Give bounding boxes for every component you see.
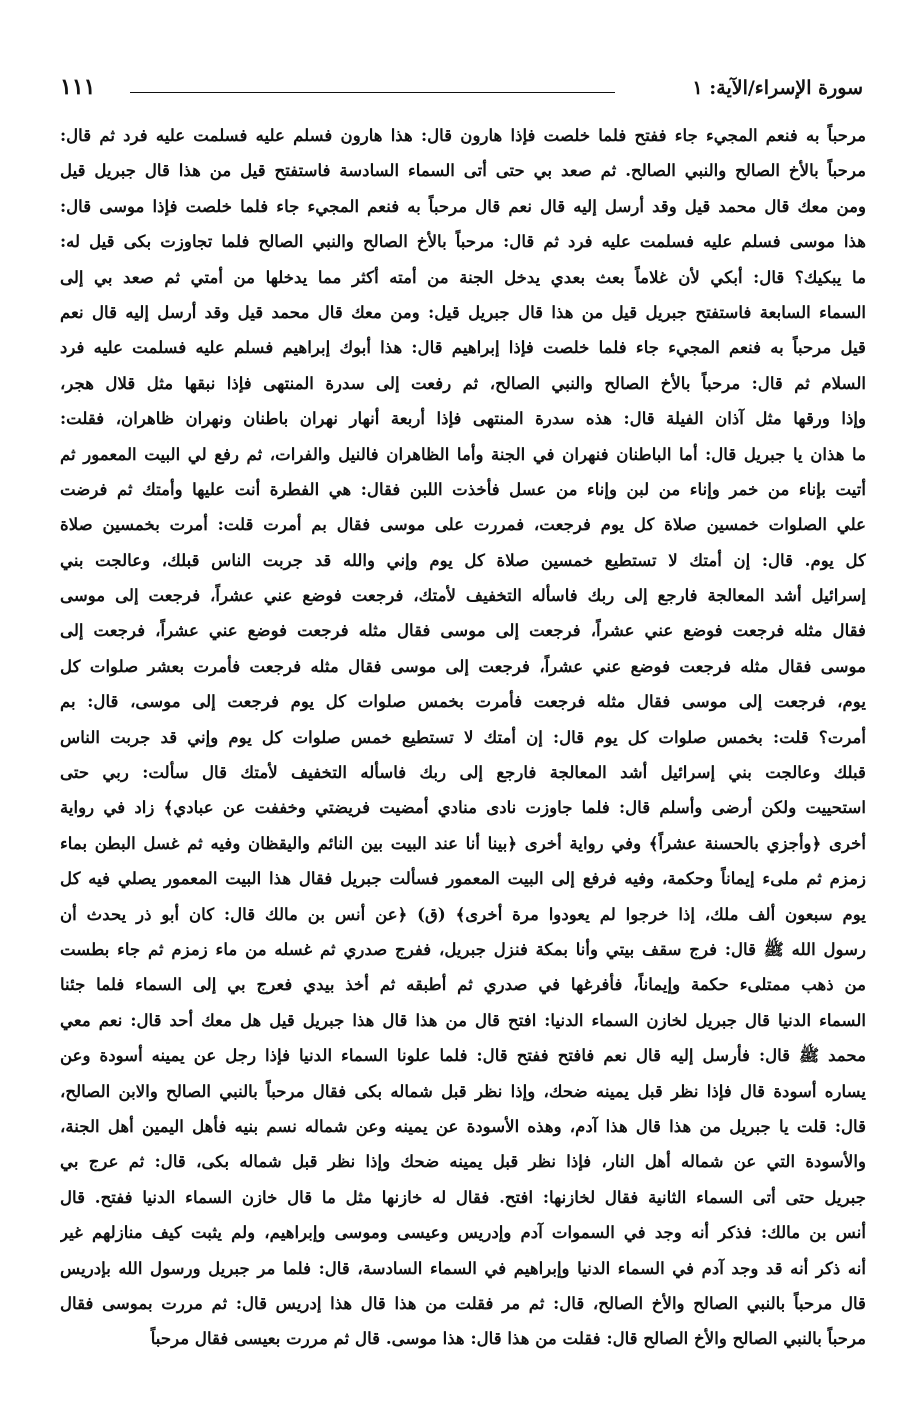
text-line: قيل مرحباً به فنعم المجيء جاء فلما خلصت فإذا إبراهيم قال: هذا أبوك إبراهيم فسلم عليه فسلمت عليه فرد (60, 337, 866, 358)
text-line: استحييت ولكن أرضى وأسلم قال: فلما جاوزت نادى منادي أمضيت فريضتي وخففت عن عبادي﴾ زاد في رواية (60, 797, 866, 818)
text-line: فقال مثله فرجعت فوضع عني عشراً، فرجعت إلى موسى فقال مثله فرجعت فوضع عني عشراً، فرجعت إلى (60, 620, 866, 641)
text-line: يوم، فرجعت إلى موسى فقال مثله فرجعت فأمرت بخمس صلوات كل يوم فرجعت إلى موسى، قال: بم (60, 691, 866, 712)
text-line: موسى فقال مثله فرجعت فوضع عني عشراً، فرجعت إلى موسى فقال مثله فرجعت فأمرت بعشر صلوات كل (60, 655, 866, 676)
text-line: أمرت؟ قلت: بخمس صلوات كل يوم قال: إن أمتك لا تستطيع خمس صلوات كل يوم وإني قد جربت الناس (60, 726, 866, 747)
page-number: ١١١ (60, 74, 96, 100)
text-line: قبلك وعالجت بني إسرائيل أشد المعالجة فارجع إلى ربك فاسأله التخفيف لأمتك قال سألت: ربي حتى (60, 762, 866, 783)
text-line: السماء السابعة فاستفتح جبريل قيل من هذا قال جبريل قيل: ومن معك قال محمد قيل وقد أرسل إليه قال نعم (60, 301, 866, 322)
text-line: من ذهب ممتلىء حكمة وإيماناً، فأفرغها في صدري ثم أطبقه ثم أخذ بيدي فعرج بي إلى السماء فلما جئنا (60, 974, 866, 995)
text-line: مرحباً بالأخ الصالح والنبي الصالح. ثم صعد بي حتى أتى السماء السادسة فاستفتح قيل من هذا قال جبريل قيل (60, 160, 866, 181)
surah-title: سورة الإسراء/الآية: ١ (692, 77, 863, 99)
text-line: أنس بن مالك: فذكر أنه وجد في السموات آدم وإدريس وعيسى وموسى وإبراهيم، ولم يثبت كيف منازلهم غير (60, 1222, 866, 1243)
text-line: والأسودة التي عن شماله أهل النار، فإذا نظر قبل يمينه ضحك وإذا نظر قبل شماله بكى، قال: ثم عرج بي (60, 1151, 866, 1172)
text-line: يساره أسودة قال فإذا نظر قبل يمينه ضحك، وإذا نظر قبل شماله بكى فقال مرحباً بالنبي الصالح والابن الصالح، (60, 1080, 866, 1101)
text-line: أتيت بإناء من خمر وإناء من لبن وإناء من عسل فأخذت اللبن فقال: هي الفطرة أنت عليها وأمتك ثم فرضت (60, 478, 866, 499)
text-line: زمزم ثم ملىء إيماناً وحكمة، وفيه فرفع إلى البيت المعمور فسألت جبريل فقال هذا البيت المعمور يصلي فيه كل (60, 868, 866, 889)
text-line: علي الصلوات خمسين صلاة كل يوم فرجعت، فمررت على موسى فقال بم أمرت قلت: أمرت بخمسين صلاة (60, 514, 866, 535)
text-line: رسول الله ﷺ قال: فرج سقف بيتي وأنا بمكة فنزل جبريل، ففرج صدري ثم غسله من ماء زمزم ثم جاء بطست (60, 938, 866, 959)
body-text (60, 118, 866, 1357)
header-rule (130, 92, 615, 93)
text-line: مرحباً به فنعم المجيء جاء ففتح فلما خلصت فإذا هارون قال: هذا هارون فسلم عليه فسلمت عليه فرد ثم قال: (60, 125, 866, 145)
text-line: يوم سبعون ألف ملك، إذا خرجوا لم يعودوا مرة أخرى﴾ (ق) ﴿عن أنس بن مالك قال: كان أبو ذر يحدث أن (60, 903, 866, 924)
text-line: محمد ﷺ قال: فأرسل إليه قال نعم فافتح ففتح قال: فلما علونا السماء الدنيا فإذا رجل عن يمينه أسودة وعن (60, 1045, 866, 1066)
text-line: إسرائيل أشد المعالجة فارجع إلى ربك فاسأله التخفيف لأمتك، فرجعت فوضع عني عشراً، فرجعت إلى موسى (60, 585, 866, 606)
text-line: أنه ذكر أنه قد وجد آدم في السماء الدنيا وإبراهيم في السماء السادسة، قال: فلما مر جبريل ورسول الله بإدريس (60, 1257, 866, 1278)
text-line: قال مرحباً بالنبي الصالح والأخ الصالح، قال: ثم مر فقلت من هذا قال هذا إدريس قال: ثم مررت بموسى فقال (60, 1292, 866, 1313)
text-line: السلام ثم قال: مرحباً بالأخ الصالح والنبي الصالح، ثم رفعت إلى سدرة المنتهى فإذا نبقها مثل قلال هجر، (60, 372, 866, 393)
page-header (60, 74, 863, 104)
text-line: ومن معك قال محمد قيل وقد أرسل إليه قال نعم قال مرحباً به فنعم المجيء جاء فلما خلصت فإذا موسى قال: (60, 195, 866, 216)
text-line: وإذا ورقها مثل آذان الفيلة قال: هذه سدرة المنتهى فإذا أربعة أنهار نهران باطنان ونهران ظاهران، فقلت: (60, 408, 866, 429)
text-line: هذا موسى فسلم عليه فسلمت عليه فرد ثم قال: مرحباً بالأخ الصالح والنبي الصالح فلما تجاوزت بكى قيل له: (60, 231, 866, 252)
text-line: قال: قلت يا جبريل من هذا قال هذا آدم، وهذه الأسودة عن يمينه وعن شماله نسم بنيه فأهل اليمين أهل الجنة، (60, 1115, 866, 1136)
text-line: كل يوم. قال: إن أمتك لا تستطيع خمسين صلاة كل يوم وإني والله قد جربت الناس قبلك، وعالجت بني (60, 549, 866, 570)
text-line: السماء الدنيا قال جبريل لخازن السماء الدنيا: افتح قال من هذا قال هذا جبريل قيل هل معك أحد قال: نعم معي (60, 1009, 866, 1030)
text-line: جبريل حتى أتى السماء الثانية فقال لخازنها: افتح. فقال له خازنها مثل ما قال خازن السماء الدنيا ففتح. قال (60, 1186, 866, 1207)
text-line: ما يبكيك؟ قال: أبكي لأن غلاماً بعث بعدي يدخل الجنة من أمته أكثر مما يدخلها من أمتي ثم صعد بي إلى (60, 266, 866, 287)
text-line: مرحباً بالنبي الصالح والأخ الصالح قال: فقلت من هذا قال: هذا موسى. قال ثم مررت بعيسى فقال مرحباً (150, 1328, 866, 1349)
text-line: أخرى ﴿وأجزي بالحسنة عشراً﴾ وفي رواية أخرى ﴿بينا أنا عند البيت بين النائم واليقظان وفيه ثم غسل البطن بماء (60, 832, 866, 853)
text-line: ما هذان يا جبريل قال: أما الباطنان فنهران في الجنة وأما الظاهران فالنيل والفرات، ثم رفع لي البيت المعمور ثم (60, 443, 866, 464)
